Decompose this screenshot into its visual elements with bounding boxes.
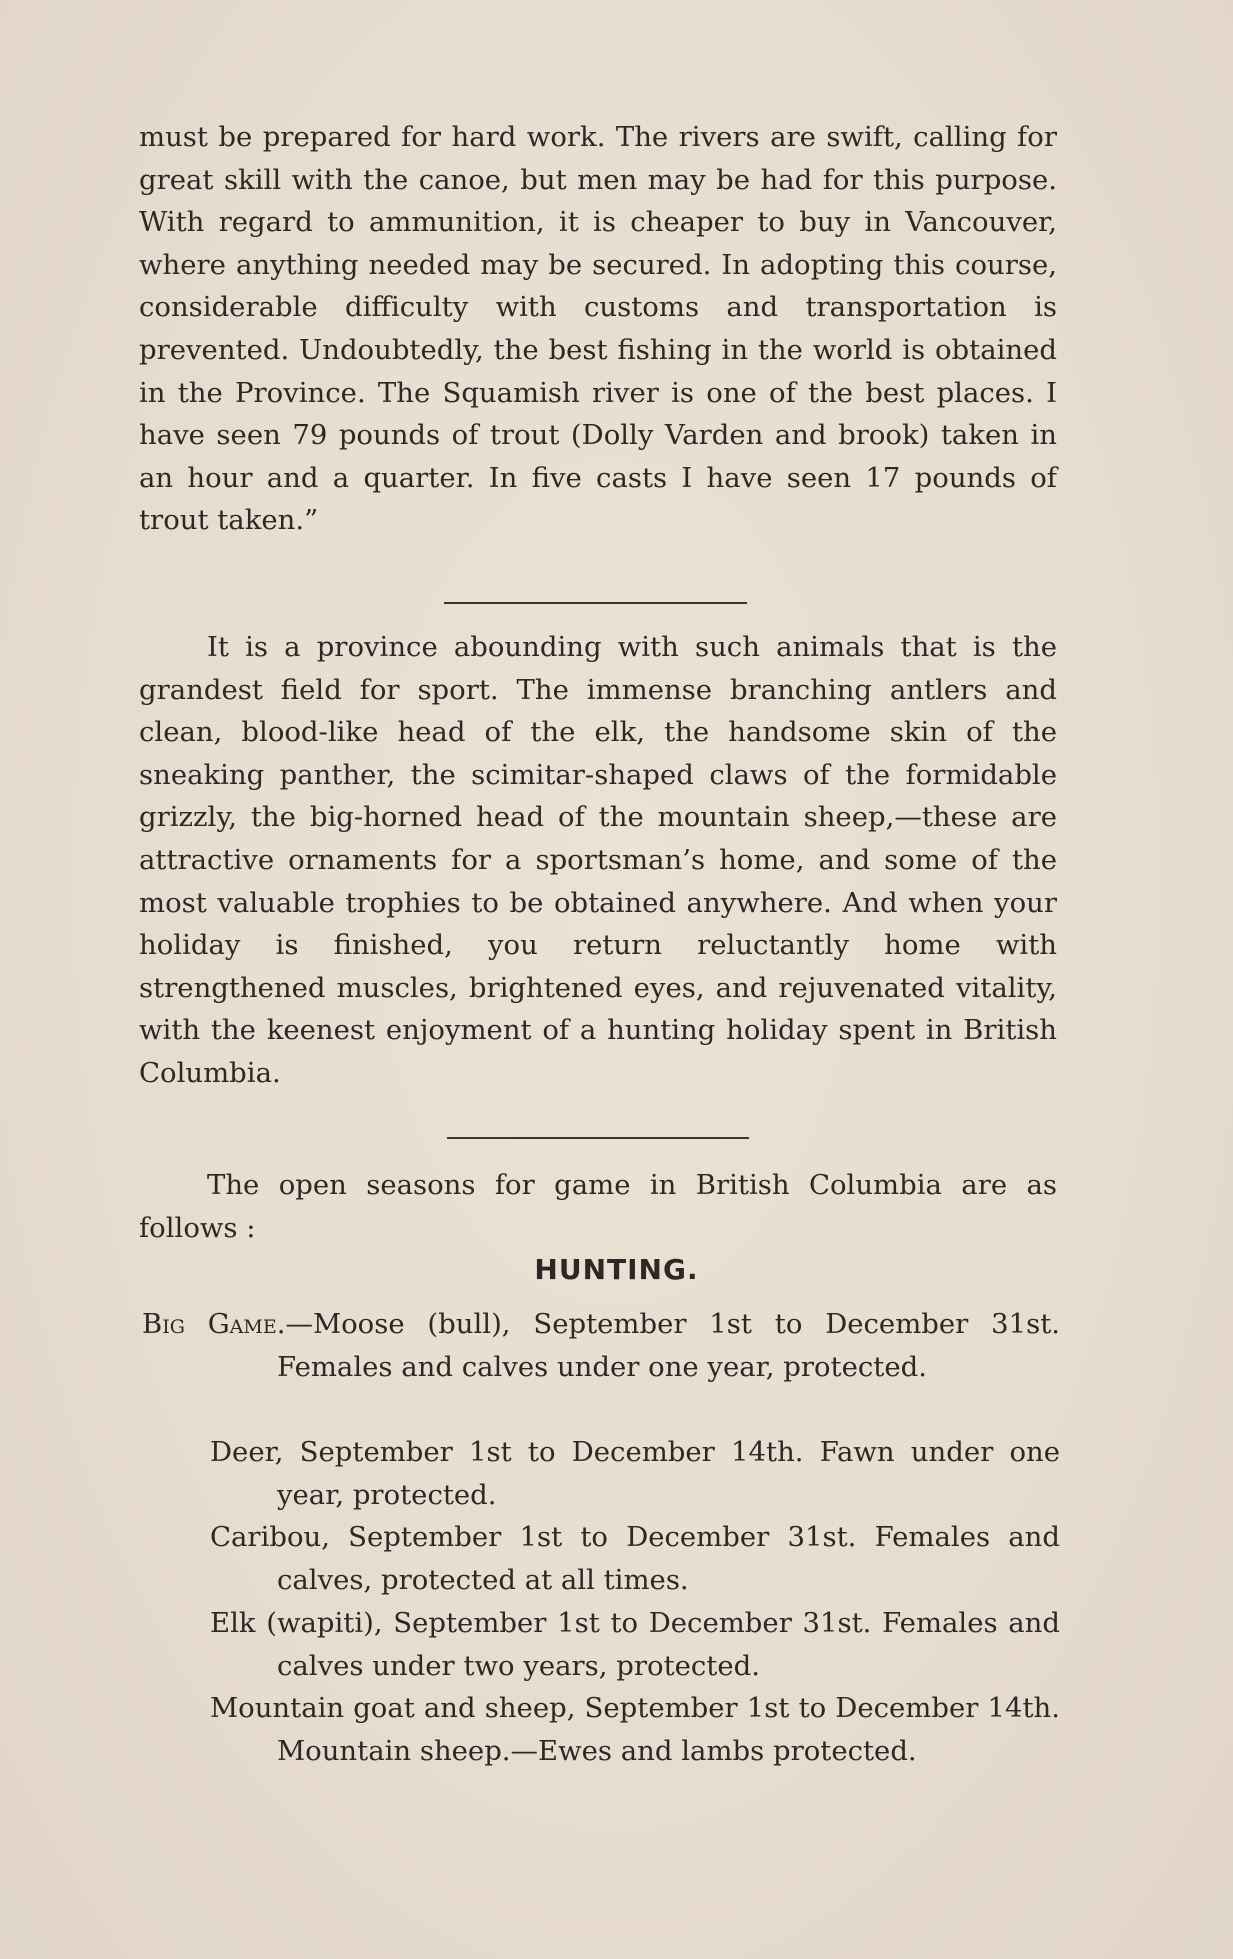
paragraph-open-seasons: The open seasons for game in British Columbia are as follows : bbox=[139, 1169, 1057, 1244]
entry-mountain-goat-sheep: Mountain goat and sheep, September 1st to December 14th. Mountain sheep.—Ewes and lambs protected. bbox=[210, 1692, 1060, 1767]
divider-rule bbox=[447, 1137, 749, 1139]
paragraph-sport: It is a province abounding with such animals that is the grandest field for sport. The immense branching antlers and clean, blood-like head of the elk, the handsome skin of the sneaking panther, the scimitar-shaped claws of the formidable grizzly, the big-horned head of the mountain sheep,—these are attractive ornaments for a sportsman’s home, and some of the most valuable trophies to be obtained anywhere. And when your holiday is finished, you return reluctantly home with strengthened muscles, brightened eyes, and rejuvenated vitality, with the keenest enjoyment of a hunting holiday spent in British Columbia. bbox=[139, 631, 1057, 1089]
section-heading-hunting: HUNTING. bbox=[534, 1253, 699, 1286]
entry-elk: Elk (wapiti), September 1st to December 31st. Females and calves under two years, protected. bbox=[210, 1607, 1060, 1682]
paragraph-fishing: must be prepared for hard work. The rivers are swift, calling for great skill with the canoe, but men may be had for this purpose. With regard to ammunition, it is cheaper to buy in Vancouver, where anything needed may be secured. In adopting this course, considerable difficulty with customs and transportation is prevented. Undoubtedly, the best fishing in the world is obtained in the Province. The Squamish river is one of the best places. I have seen 79 pounds of trout (Dolly Varden and brook) taken in an hour and a quarter. In five casts I have seen 17 pounds of trout taken.” bbox=[139, 121, 1057, 537]
entry-deer: Deer, September 1st to December 14th. Fawn under one year, protected. bbox=[210, 1436, 1060, 1511]
entry-caribou: Caribou, September 1st to December 31st. Females and calves, protected at all times. bbox=[210, 1521, 1060, 1596]
entry-text-moose: —Moose (bull), September 1st to December 31st. Females and calves under one year, protected. bbox=[277, 1308, 1061, 1383]
divider-rule bbox=[444, 602, 747, 604]
entry-label-big-game: Big Game. bbox=[142, 1308, 286, 1340]
entry-big-game bbox=[142, 1303, 1060, 1389]
